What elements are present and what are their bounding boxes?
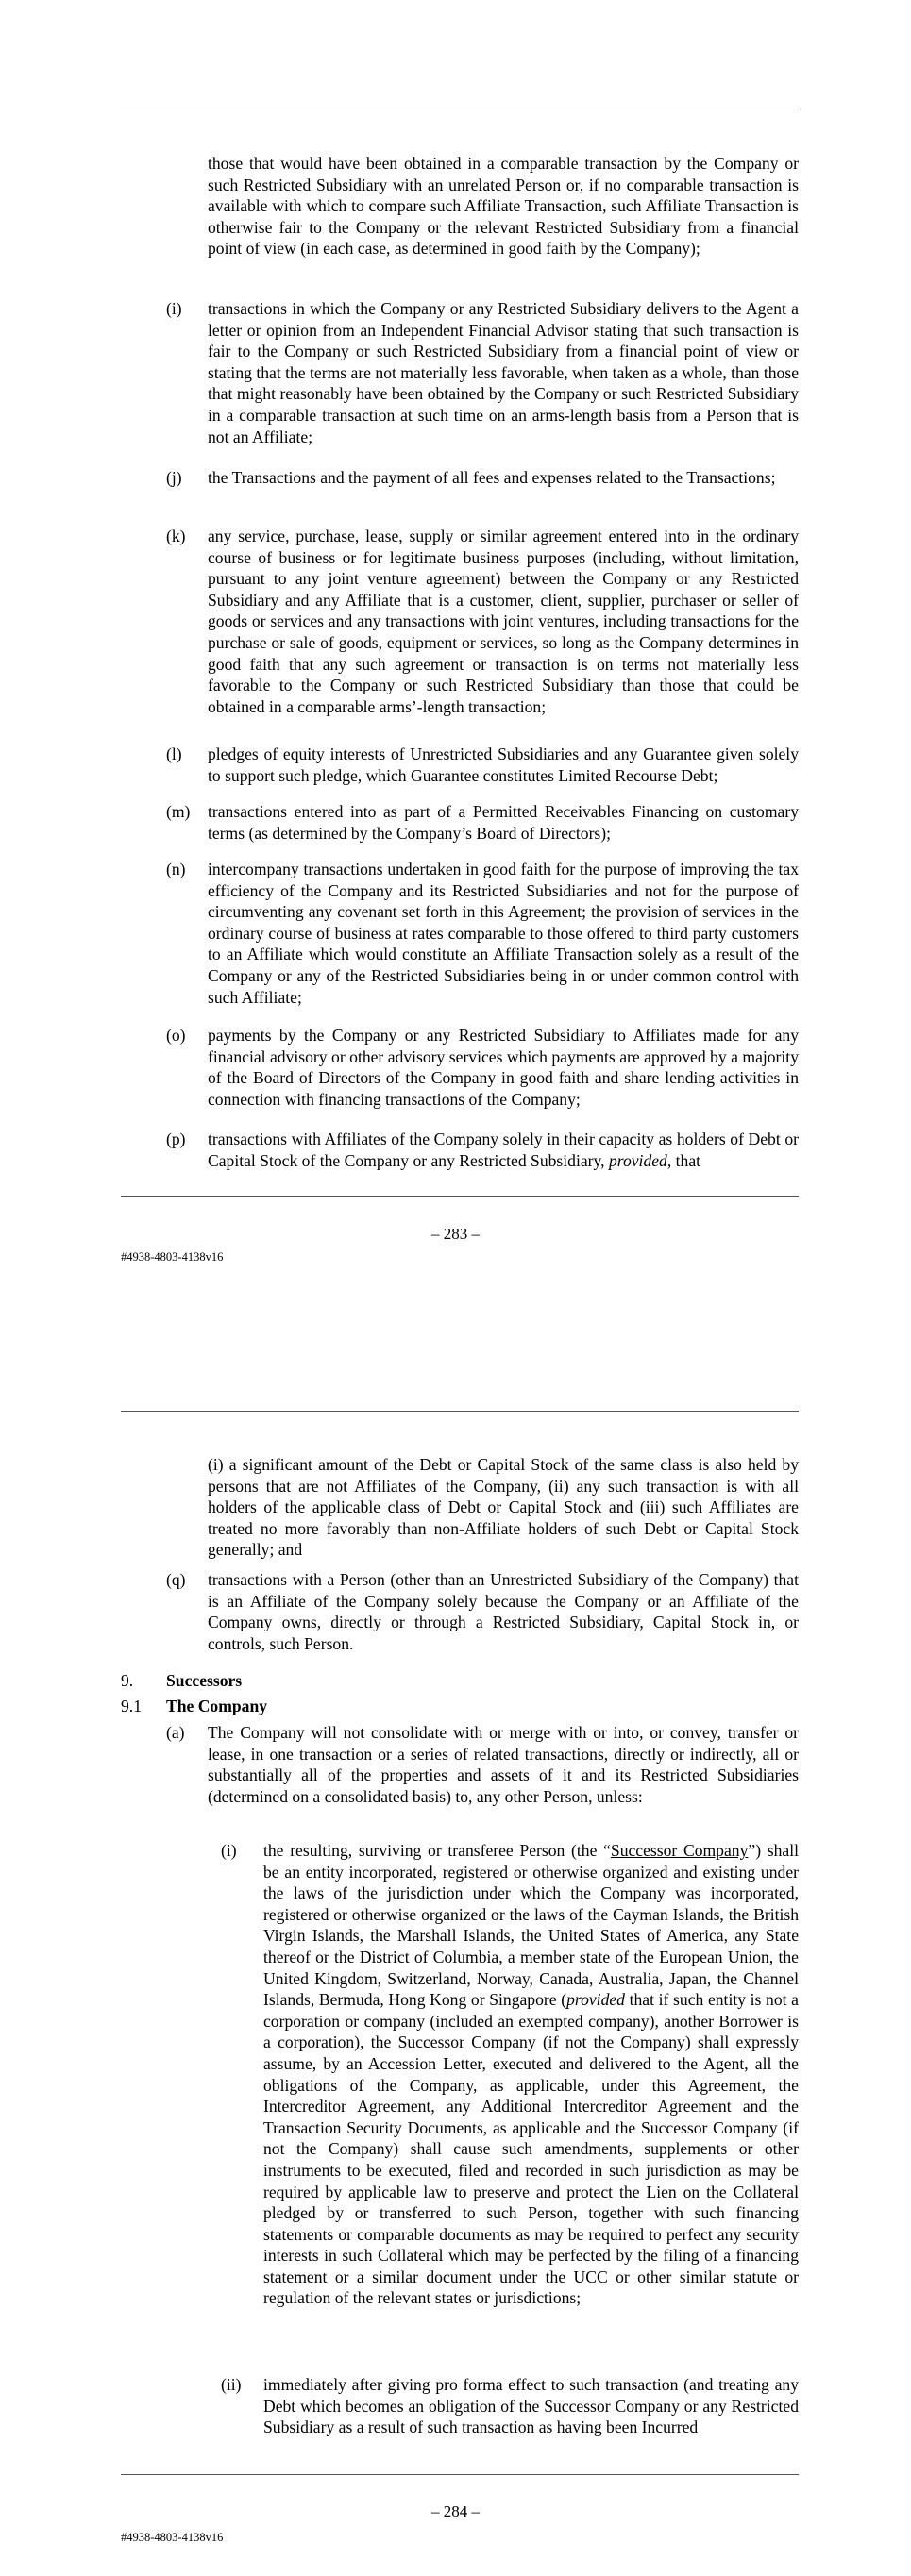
page-number: – 284 – xyxy=(431,2502,480,2520)
section-title: Successors xyxy=(166,1671,243,1690)
footer-rule xyxy=(121,2474,799,2475)
page-number: – 283 – xyxy=(431,1225,480,1243)
subsection-number: 9.1 xyxy=(121,1697,142,1715)
footer-rule xyxy=(121,1196,799,1197)
item-label-n: (n) xyxy=(166,860,186,878)
subitem-text-i: the resulting, surviving or transferee Person (the “Successor Company”) shall be an entity incorporated, registered or otherwise organized and existing under the laws of the jurisdiction under which the Company was incorporated, registered or otherwise organized or the laws of the Cayman Islands, the British Virgin Islands, the Marshall Islands, the United States of America, any State thereof or the District of Columbia, a member state of the European Union, the United Kingdom, Switzerland, Norway, Canada, Australia, Japan, the Channel Islands, Bermuda, Hong Kong or Singapore (provided that if such entity is not a corporation or company (included an exempted company), another Borrower is a corporation), the Successor Company (if not the Company) shall expressly assume, by an Accession Letter, executed and delivered to the Agent, all the obligations of the Company, as applicable, under this Agreement, the Intercreditor Agreement, any Additional Intercreditor Agreement and the Transaction Security Documents, as applicable and the Successor Company (if not the Company) shall cause such amendments, supplements or other instruments to be executed, filed and recorded in such jurisdiction as may be required by applicable law to preserve and protect the Lien on the Collateral pledged by or transferred to such Person, together with such financing statements or comparable documents as may be required to perfect any security interests in such Collateral which may be perfected by the filing of a financing statement or a similar document under the UCC or other similar statute or regulation of the relevant states or jurisdictions; xyxy=(263,1841,799,2308)
header-rule xyxy=(121,1411,799,1412)
defined-term-successor-company: Successor Company xyxy=(610,1841,749,1860)
carry-over-paragraph: (i) a significant amount of the Debt or Capital Stock of the same class is also held by persons that are not Affiliates of the Company, (ii) any such transaction is with all holders of the applicable class of Debt or Capital Stock and (iii) such Affiliates are treated no more favorably than non-Affiliate holders of such Debt or Capital Stock generally; and xyxy=(208,1455,799,1560)
subitem-text-ii: immediately after giving pro forma effect to such transaction (and treating any Debt which becomes an obligation of the Successor Company or any Restricted Subsidiary as a result of such transaction as having been Incurred xyxy=(263,2375,799,2437)
item-label-q: (q) xyxy=(166,1570,186,1589)
item-label-a: (a) xyxy=(166,1723,185,1742)
item-text-a: The Company will not consolidate with or merge with or into, or convey, transfer or lease, in one transaction or a series of related transactions, directly or indirectly, all or substantially all of the properties and assets of it and its Restricted Subsidiaries (determined on a consolidated basis) to, any other Person, unless: xyxy=(208,1723,799,1806)
item-text-k: any service, purchase, lease, supply or similar agreement entered into in the ordinary course of business or for legitimate business purposes (including, without limitation, pursuant to any joint venture agreement) between the Company or any Restricted Subsidiary and any Affiliate that is a customer, client, supplier, purchaser or seller of goods or services and any transactions with joint ventures, including transactions for the purchase or sale of goods, equipment or services, so long as the Company determines in good faith that any such agreement or transaction is on terms not materially less favorable to the Company or such Restricted Subsidiary than those that could be obtained in a comparable arms’-length transaction; xyxy=(208,527,799,716)
item-text-n: intercompany transactions undertaken in good faith for the purpose of improving the tax efficiency of the Company and its Restricted Subsidiaries and not for the purpose of circumventing any covenant set forth in this Agreement; the provision of services in the ordinary course of business at rates comparable to those offered to third party customers to an Affiliate which would constitute an Affiliate Transaction solely as a result of the Company or any of the Restricted Subsidiaries being in or under common control with such Affiliate; xyxy=(208,860,799,1007)
item-text-l: pledges of equity interests of Unrestricted Subsidiaries and any Guarantee given solely to support such pledge, which Guarantee constitutes Limited Recourse Debt; xyxy=(208,744,799,785)
item-label-i: (i) xyxy=(166,299,182,318)
item-text-p: transactions with Affiliates of the Company solely in their capacity as holders of Debt or Capital Stock of the Company or any Restricted Subsidiary, provided, that xyxy=(208,1129,799,1170)
item-text-m: transactions entered into as part of a Permitted Receivables Financing on customary terms (as determined by the Company’s Board of Directors); xyxy=(208,802,799,843)
section-number: 9. xyxy=(121,1671,134,1690)
subitem-label-ii: (ii) xyxy=(221,2375,242,2394)
subitem-label-i: (i) xyxy=(221,1841,237,1860)
item-label-m: (m) xyxy=(166,802,191,821)
document-reference: #4938-4803-4138v16 xyxy=(121,2531,224,2544)
item-label-o: (o) xyxy=(166,1026,186,1045)
item-text-i: transactions in which the Company or any Restricted Subsidiary delivers to the Agent a letter or opinion from an Independent Financial Advisor stating that such transaction is fair to the Company or such Restricted Subsidiary from a financial point of view or stating that the terms are not materially less favorable, when taken as a whole, than those that might reasonably have been obtained by the Company or such Restricted Subsidiary in a comparable transaction at such time on an arms-length basis from a Person that is not an Affiliate; xyxy=(208,299,799,446)
item-text-j: the Transactions and the payment of all fees and expenses related to the Transactions; xyxy=(208,468,776,487)
item-label-l: (l) xyxy=(166,744,182,763)
subsection-title: The Company xyxy=(166,1697,268,1715)
item-text-q: transactions with a Person (other than an Unrestricted Subsidiary of the Company) that is an Affiliate of the Company solely because the Company or an Affiliate of the Company owns, directly or through a Restricted Subsidiary, Capital Stock in, or controls, such Person. xyxy=(208,1570,799,1653)
item-label-k: (k) xyxy=(166,527,186,545)
document-reference: #4938-4803-4138v16 xyxy=(121,1250,224,1263)
item-text-o: payments by the Company or any Restricted Subsidiary to Affiliates made for any financial advisory or other advisory services which payments are approved by a majority of the Board of Directors of the Company in good faith and share lending activities in connection with financing transactions of the Company; xyxy=(208,1026,799,1109)
item-label-j: (j) xyxy=(166,468,182,487)
page-284 xyxy=(0,1288,911,2576)
carry-over-paragraph: those that would have been obtained in a comparable transaction by the Company or such Restricted Subsidiary with an unrelated Person or, if no comparable transaction is available with which to compare such Affiliate Transaction, such Affiliate Transaction is otherwise fair to the Company or the relevant Restricted Subsidiary from a financial point of view (in each case, as determined in good faith by the Company); xyxy=(208,154,799,259)
item-label-p: (p) xyxy=(166,1129,186,1148)
